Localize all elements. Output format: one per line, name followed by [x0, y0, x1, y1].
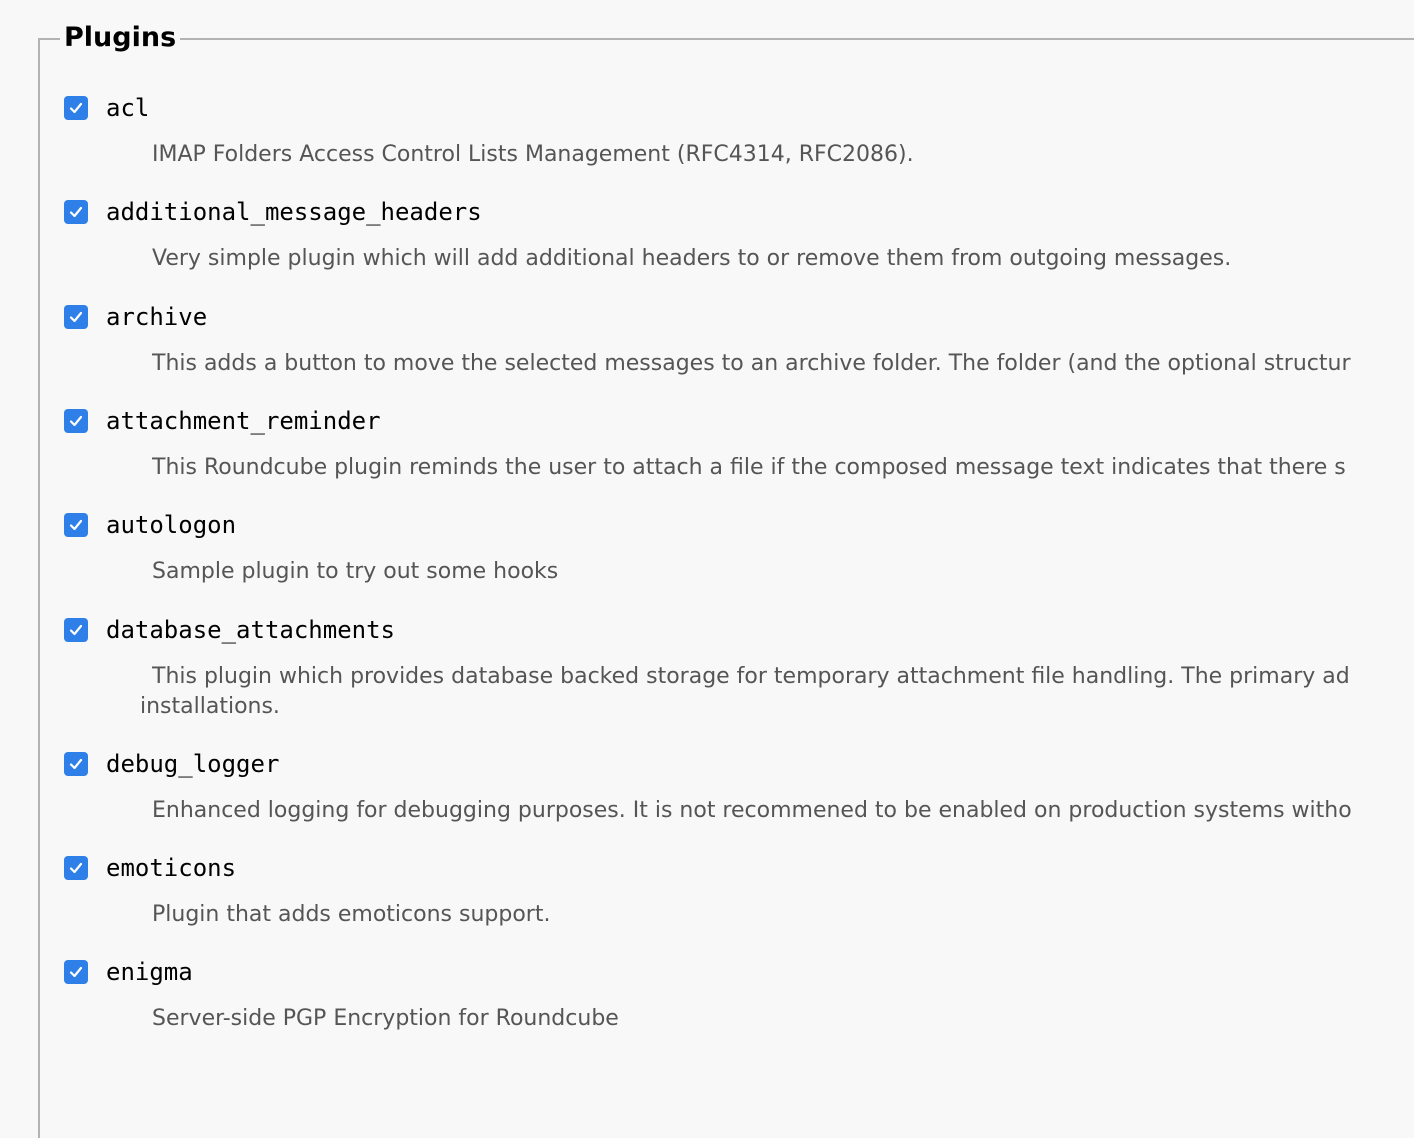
checkmark-icon: [68, 204, 84, 220]
plugins-section-title: Plugins: [60, 20, 180, 56]
plugin-description: Enhanced logging for debugging purposes. It is not recommened to be enabled on production systems witho: [152, 798, 1352, 823]
plugin-name: autologon: [106, 511, 237, 539]
plugin-name: enigma: [106, 958, 193, 986]
plugin-description: Server-side PGP Encryption for Roundcube: [152, 1006, 619, 1031]
plugin-description: This adds a button to move the selected messages to an archive folder. The folder (and the optional structur: [152, 351, 1351, 376]
plugin-item-acl: [64, 92, 1414, 167]
plugin-item-attachment-reminder: [64, 405, 1414, 480]
plugin-name: attachment_reminder: [106, 407, 381, 435]
plugin-description: Plugin that adds emoticons support.: [152, 902, 551, 927]
checkmark-icon: [68, 756, 84, 772]
plugin-description-continued: installations.: [140, 694, 280, 719]
checkmark-icon: [68, 309, 84, 325]
plugin-description: IMAP Folders Access Control Lists Management (RFC4314, RFC2086).: [152, 142, 914, 167]
checkmark-icon: [68, 100, 84, 116]
plugin-item-archive: [64, 301, 1414, 376]
plugin-checkbox-enigma[interactable]: [64, 960, 88, 984]
plugin-checkbox-debug-logger[interactable]: [64, 752, 88, 776]
plugin-checkbox-attachment-reminder[interactable]: [64, 409, 88, 433]
checkmark-icon: [68, 964, 84, 980]
plugin-name: debug_logger: [106, 750, 280, 778]
plugin-item-additional-message-headers: [64, 196, 1414, 271]
plugin-description: Very simple plugin which will add additional headers to or remove them from outgoing messages.: [152, 246, 1232, 271]
plugin-checkbox-autologon[interactable]: [64, 513, 88, 537]
plugin-name: database_attachments: [106, 616, 395, 644]
plugin-description: This plugin which provides database backed storage for temporary attachment file handling. The primary ad: [152, 664, 1350, 689]
plugin-name: archive: [106, 303, 208, 331]
checkmark-icon: [68, 622, 84, 638]
checkmark-icon: [68, 413, 84, 429]
plugin-name: additional_message_headers: [106, 198, 482, 226]
plugin-item-emoticons: [64, 852, 1414, 927]
plugin-item-autologon: [64, 509, 1414, 584]
plugin-checkbox-additional-message-headers[interactable]: [64, 200, 88, 224]
plugin-description: Sample plugin to try out some hooks: [152, 559, 559, 584]
plugin-checkbox-archive[interactable]: [64, 305, 88, 329]
plugin-item-debug-logger: [64, 748, 1414, 823]
plugin-checkbox-database-attachments[interactable]: [64, 618, 88, 642]
checkmark-icon: [68, 517, 84, 533]
plugin-item-enigma: [64, 956, 1414, 1031]
plugin-item-database-attachments: [64, 614, 1414, 719]
plugin-name: emoticons: [106, 854, 237, 882]
plugin-checkbox-acl[interactable]: [64, 96, 88, 120]
plugin-name: acl: [106, 94, 150, 122]
checkmark-icon: [68, 860, 84, 876]
plugin-checkbox-emoticons[interactable]: [64, 856, 88, 880]
plugin-description: This Roundcube plugin reminds the user to attach a file if the composed message text indicates that there s: [152, 455, 1346, 480]
